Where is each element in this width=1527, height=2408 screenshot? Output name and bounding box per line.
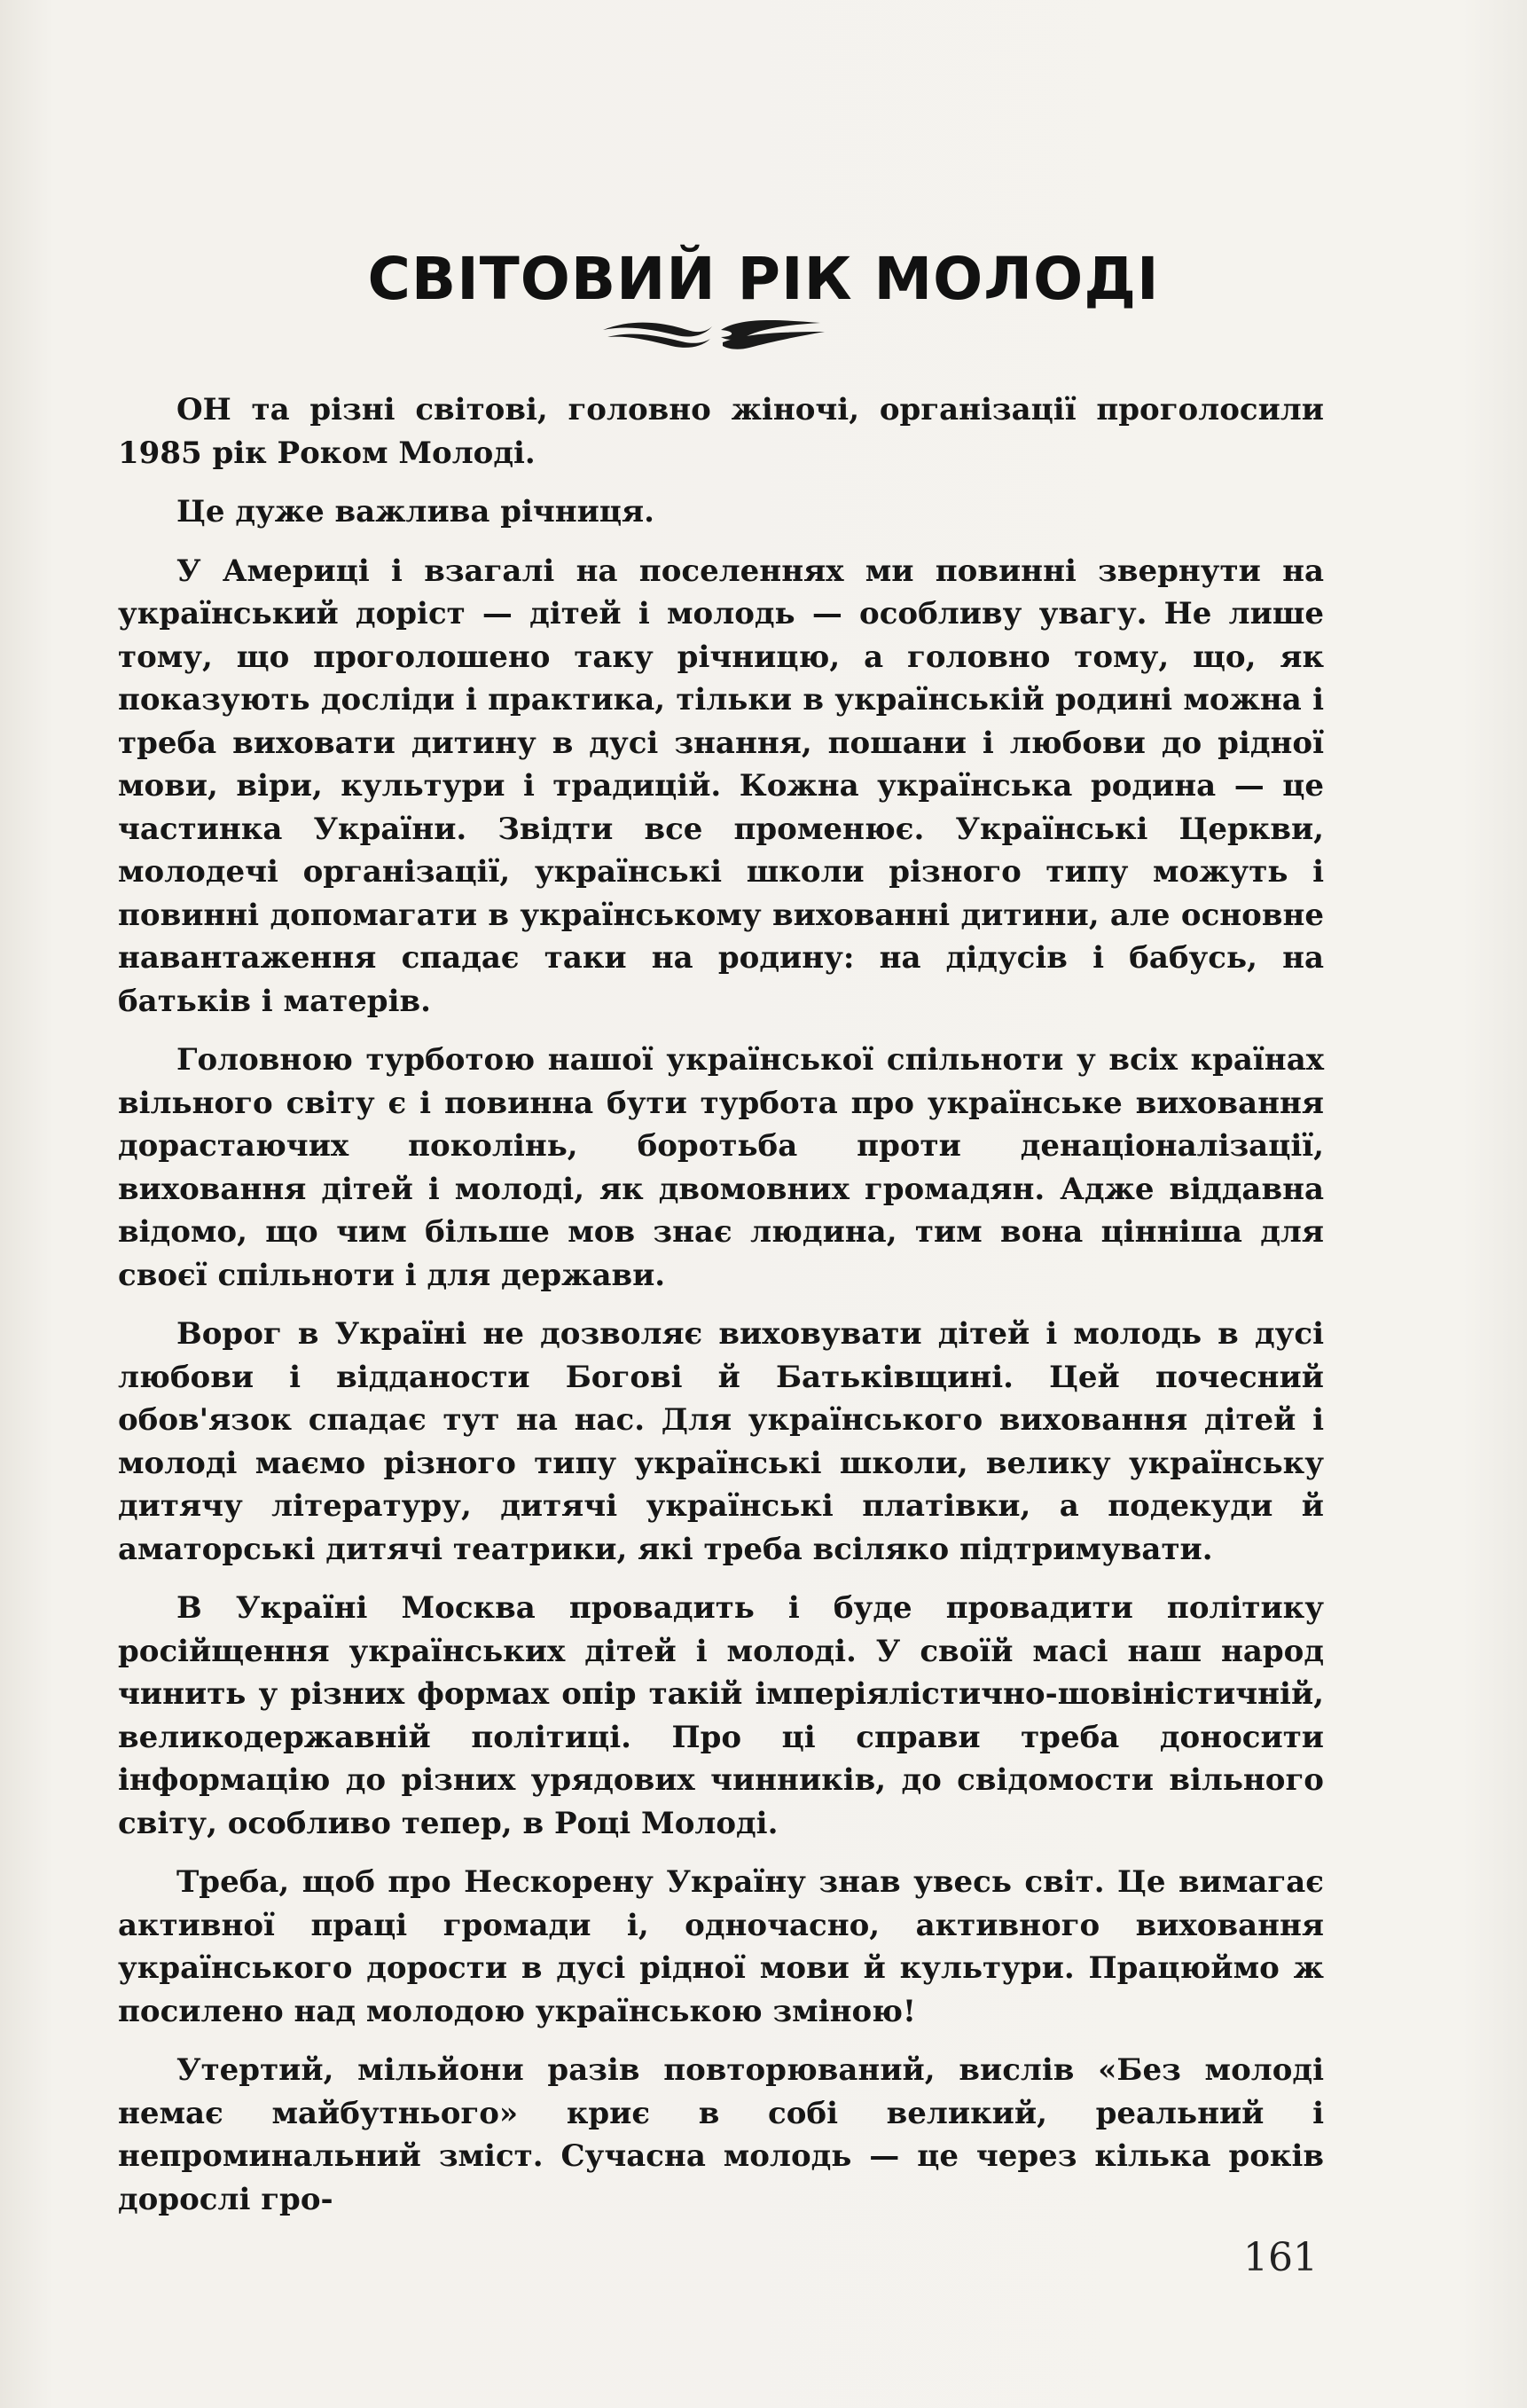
- paragraph: Треба, щоб про Нескорену Україну знав увесь світ. Це вимагає активної праці громади і, одночасно, активного виховання українського дорости в дусі рідної мови й культури. Працюймо ж посилено над молодою українською зміною!: [118, 1864, 1324, 2029]
- paragraph: Головною турботою нашої української спільноти у всіх країнах вільного світу є і повинна бути турбота про українське виховання дорастаючих поколінь, боротьба проти денаціоналізації, виховання дітей і молоді, як двомовних громадян. Адже віддавна відомо, що чим більше мов знає людина, тим вона цінніша для своєї спільноти і для держави.: [118, 1042, 1324, 1293]
- paragraph: У Америці і взагалі на поселеннях ми повинні звернути на український доріст — дітей і молодь — особливу увагу. Не лише тому, що проголошено таку річницю, а головно тому, що, як показують досліди і практика, тільки в українській родині можна і треба виховати дитину в дусі знання, пошани і любови до рідної мови, віри, культури і традицій. Кожна українська родина — це частинка України. Звідти все променює. Українські Церкви, молодечі організації, українські школи різного типу можуть і повинні допомагати в українському вихованні дитини, але основне навантаження спадає таки на родину: на дідусів і бабусь, на батьків і матерів.: [118, 553, 1324, 1019]
- paragraph: ОН та різні світові, головно жіночі, організації проголосили 1985 рік Роком Молоді.: [118, 392, 1324, 471]
- double-swash-ornament-icon: [599, 310, 829, 355]
- paragraph: Ворог в Україні не дозволяє виховувати дітей і молодь в дусі любови і відданости Богові й Батьківщині. Цей почесний обов'язок спадає тут на нас. Для українського виховання дітей і молоді маємо різного типу українські школи, велику українську дитячу літературу, дитячі українські платівки, а подекуди й аматорські дитячі театрики, які треба всіляко підтримувати.: [118, 1316, 1324, 1567]
- page-number: 161: [1243, 2235, 1318, 2280]
- paragraph: В Україні Москва провадить і буде провадити політику російщення українських дітей і молоді. У своїй масі наш народ чинить у різних формах опір такій імперіялістично-шовіністичній, великодержавній політиці. Про ці справи треба доносити інформацію до різних урядових чинників, до свідомости вільного світу, особливо тепер, в Році Молоді.: [118, 1590, 1324, 1841]
- article-body: [118, 388, 1324, 2237]
- paragraph: Це дуже важлива річниця.: [176, 494, 654, 529]
- paragraph: Утертий, мільйони разів повторюваний, вислів «Без молоді немає майбутнього» криє в собі великий, реальний і непроминальний зміст. Сучасна молодь — це через кілька років дорослі гро-: [118, 2052, 1324, 2217]
- page-title: СВІТОВИЙ РІК МОЛОДІ: [367, 245, 1160, 314]
